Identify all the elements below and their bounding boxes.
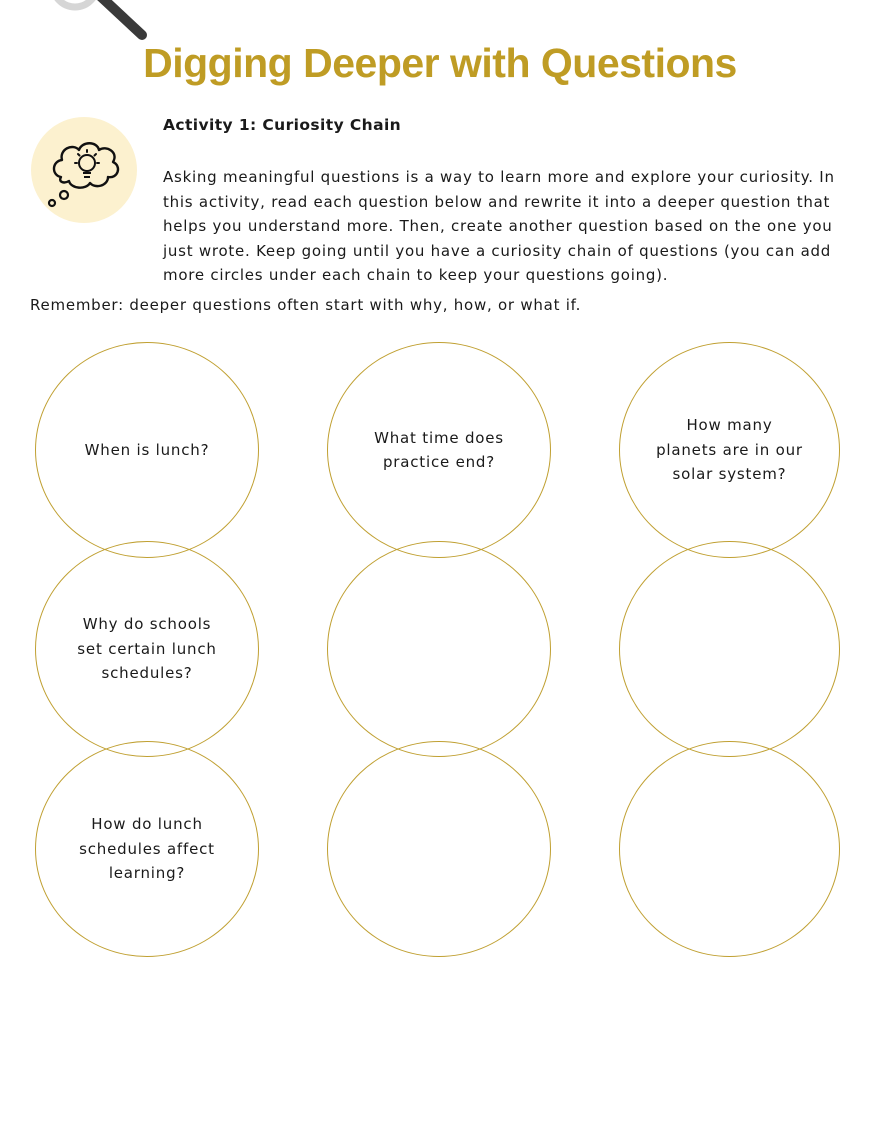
reminder-text: Remember: deeper questions often start with why, how, or what if. <box>30 296 582 314</box>
question-text: What time does practice end? <box>374 428 504 471</box>
question-text: How do lunch schedules affect learning? <box>79 815 215 883</box>
page-title: Digging Deeper with Questions <box>143 40 737 86</box>
chain-3-circle-2[interactable] <box>619 541 840 757</box>
chain-2-circle-3[interactable] <box>327 741 551 957</box>
activity-instructions: Asking meaningful questions is a way to learn more and explore your curiosity. In this activity, read each question below and rewrite it into a deeper question that helps you understand more. Then, create another question based on the one you just wrote. Keep going until you have a curiosity chain of questions (you can add more circles under each chain to keep your questions going). <box>163 168 835 284</box>
chain-3-circle-3[interactable] <box>619 741 840 957</box>
chain-2-circle-1[interactable] <box>327 342 551 558</box>
thought-bubble-badge <box>31 117 137 223</box>
chain-3-circle-1[interactable] <box>619 342 840 558</box>
thought-bubble-lightbulb-icon <box>31 117 137 223</box>
chain-1-circle-2[interactable] <box>35 541 259 757</box>
question-text: How many planets are in our solar system? <box>656 416 803 484</box>
question-text: Why do schools set certain lunch schedules? <box>77 615 217 683</box>
chain-1-circle-3[interactable] <box>35 741 259 957</box>
activity-heading: Activity 1: Curiosity Chain <box>163 116 402 134</box>
chain-1-circle-1[interactable] <box>35 342 259 558</box>
chain-2-circle-2[interactable] <box>327 541 551 757</box>
question-text: When is lunch? <box>84 440 210 459</box>
